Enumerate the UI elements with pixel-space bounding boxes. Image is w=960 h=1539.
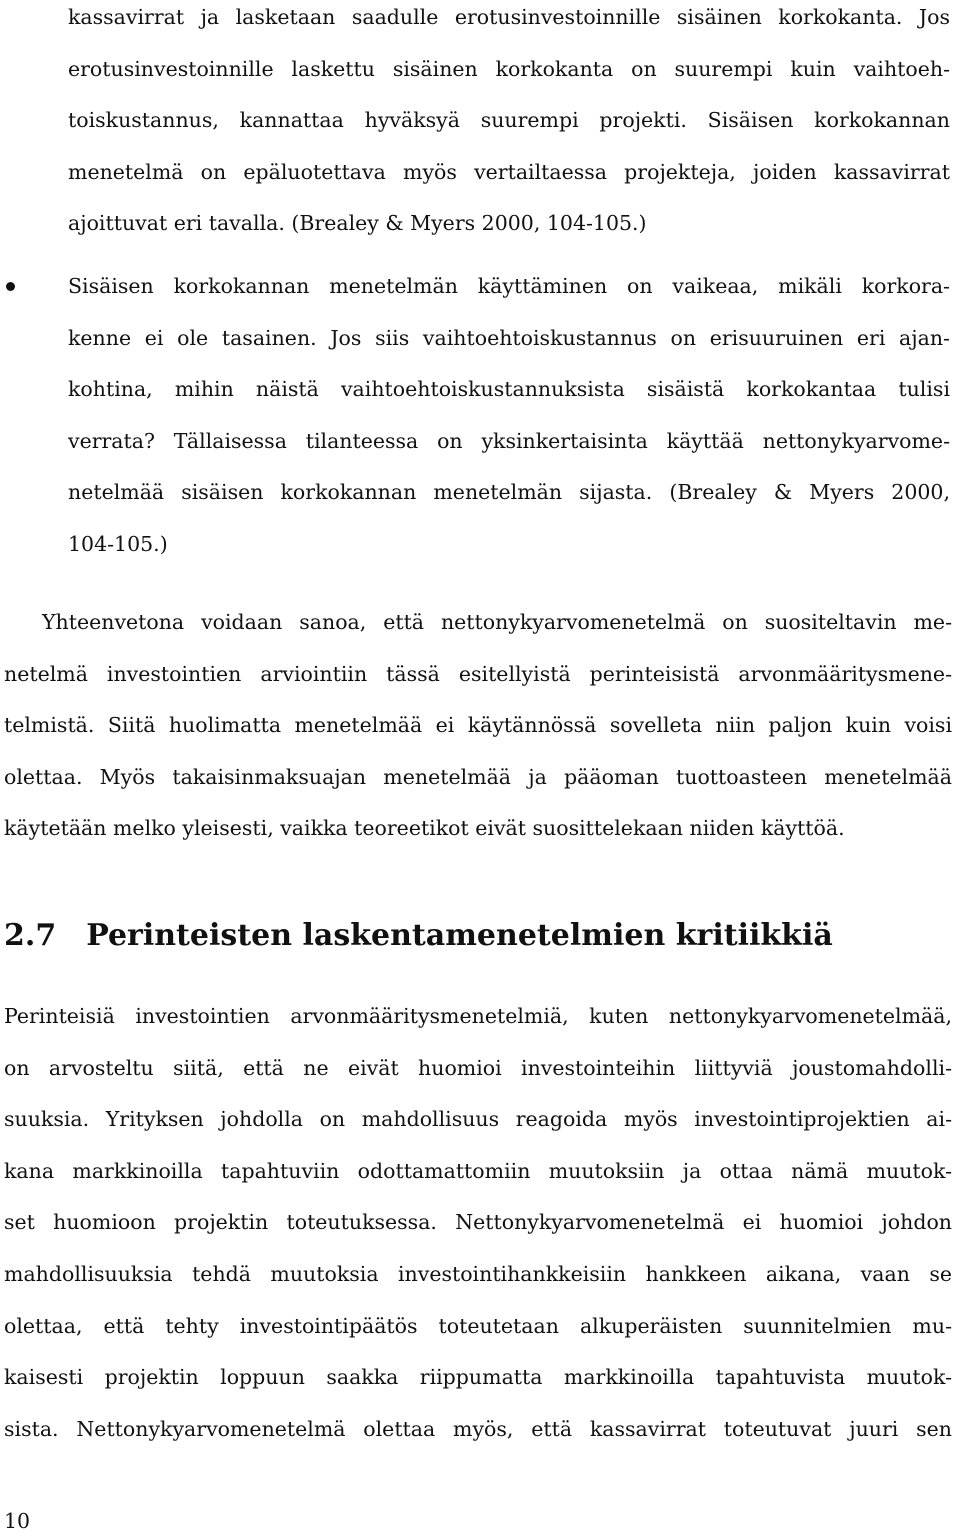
section-title: Perinteisten laskentamenetelmien kritiikkiä (86, 918, 833, 953)
text-line: on arvosteltu siitä, että ne eivät huomioi investointeihin liittyviä joustomahdolli- (4, 1055, 952, 1080)
text-line: olettaa. Myös takaisinmaksuajan menetelmää ja pääoman tuottoasteen menetelmää (4, 764, 952, 789)
text-line: netelmää sisäisen korkokannan menetelmän sijasta. (Brealey & Myers 2000, (68, 480, 950, 505)
text-line: Perinteisiä investointien arvonmääritysmenetelmiä, kuten nettonykyarvomenetelmää, (4, 1004, 952, 1028)
text-line: erotusinvestoinnille laskettu sisäinen korkokanta on suurempi kuin vaihtoeh- (68, 56, 950, 81)
section-paragraph (4, 991, 952, 1455)
text-line: kassavirrat ja lasketaan saadulle erotusinvestoinnille sisäinen korkokanta. Jos (68, 5, 950, 29)
section-number: 2.7 (4, 918, 57, 953)
summary-paragraph (4, 597, 952, 855)
text-line: netelmä investointien arviointiin tässä esitellyistä perinteisistä arvonmääritysmene- (4, 661, 952, 686)
text-line: menetelmä on epäluotettava myös vertailtaessa projekteja, joiden kassavirrat (68, 159, 950, 184)
text-line: kohtina, mihin näistä vaihtoehtoiskustannuksista sisäistä korkokantaa tulisi (68, 377, 950, 402)
text-line: kaisesti projektin loppuun saakka riippumatta markkinoilla tapahtuvista muutok- (4, 1365, 952, 1390)
text-line: telmistä. Siitä huolimatta menetelmää ei käytännössä sovelleta niin paljon kuin voisi (4, 713, 952, 738)
page-number: 10 (4, 1509, 31, 1533)
text-line: mahdollisuuksia tehdä muutoksia investointihankkeisiin hankkeen aikana, vaan se (4, 1261, 952, 1286)
section-heading (4, 914, 833, 958)
text-line: sista. Nettonykyarvomenetelmä olettaa myös, että kassavirrat toteutuvat juuri sen (4, 1416, 952, 1441)
continued-list-paragraph (68, 0, 950, 250)
text-line: käytetään melko yleisesti, vaikka teoreetikot eivät suosittelekaan niiden käyttöä. (4, 816, 845, 841)
text-line: ajoittuvat eri tavalla. (Brealey & Myers 2000, 104-105.) (68, 211, 647, 236)
text-line: olettaa, että tehty investointipäätös toteutetaan alkuperäisten suunnitelmien mu- (4, 1313, 952, 1338)
text-line: set huomioon projektin toteutuksessa. Nettonykyarvomenetelmä ei huomioi johdon (4, 1210, 952, 1235)
bullet-dot-icon (6, 282, 15, 291)
bullet-list-item (68, 261, 950, 571)
text-line: 104-105.) (68, 531, 168, 556)
text-line: kenne ei ole tasainen. Jos siis vaihtoehtoiskustannus on erisuuruinen eri ajan- (68, 325, 950, 350)
text-line: verrata? Tällaisessa tilanteessa on yksinkertaisinta käyttää nettonykyarvome- (68, 428, 950, 453)
text-line: Sisäisen korkokannan menetelmän käyttäminen on vaikeaa, mikäli korkora- (68, 274, 950, 298)
text-line: Yhteenvetona voidaan sanoa, että nettonykyarvomenetelmä on suositeltavin me- (42, 610, 952, 634)
text-line: toiskustannus, kannattaa hyväksyä suurempi projekti. Sisäisen korkokannan (68, 108, 950, 133)
text-line: suuksia. Yrityksen johdolla on mahdollisuus reagoida myös investointiprojektien ai- (4, 1107, 952, 1132)
text-line: kana markkinoilla tapahtuviin odottamattomiin muutoksiin ja ottaa nämä muutok- (4, 1158, 952, 1183)
